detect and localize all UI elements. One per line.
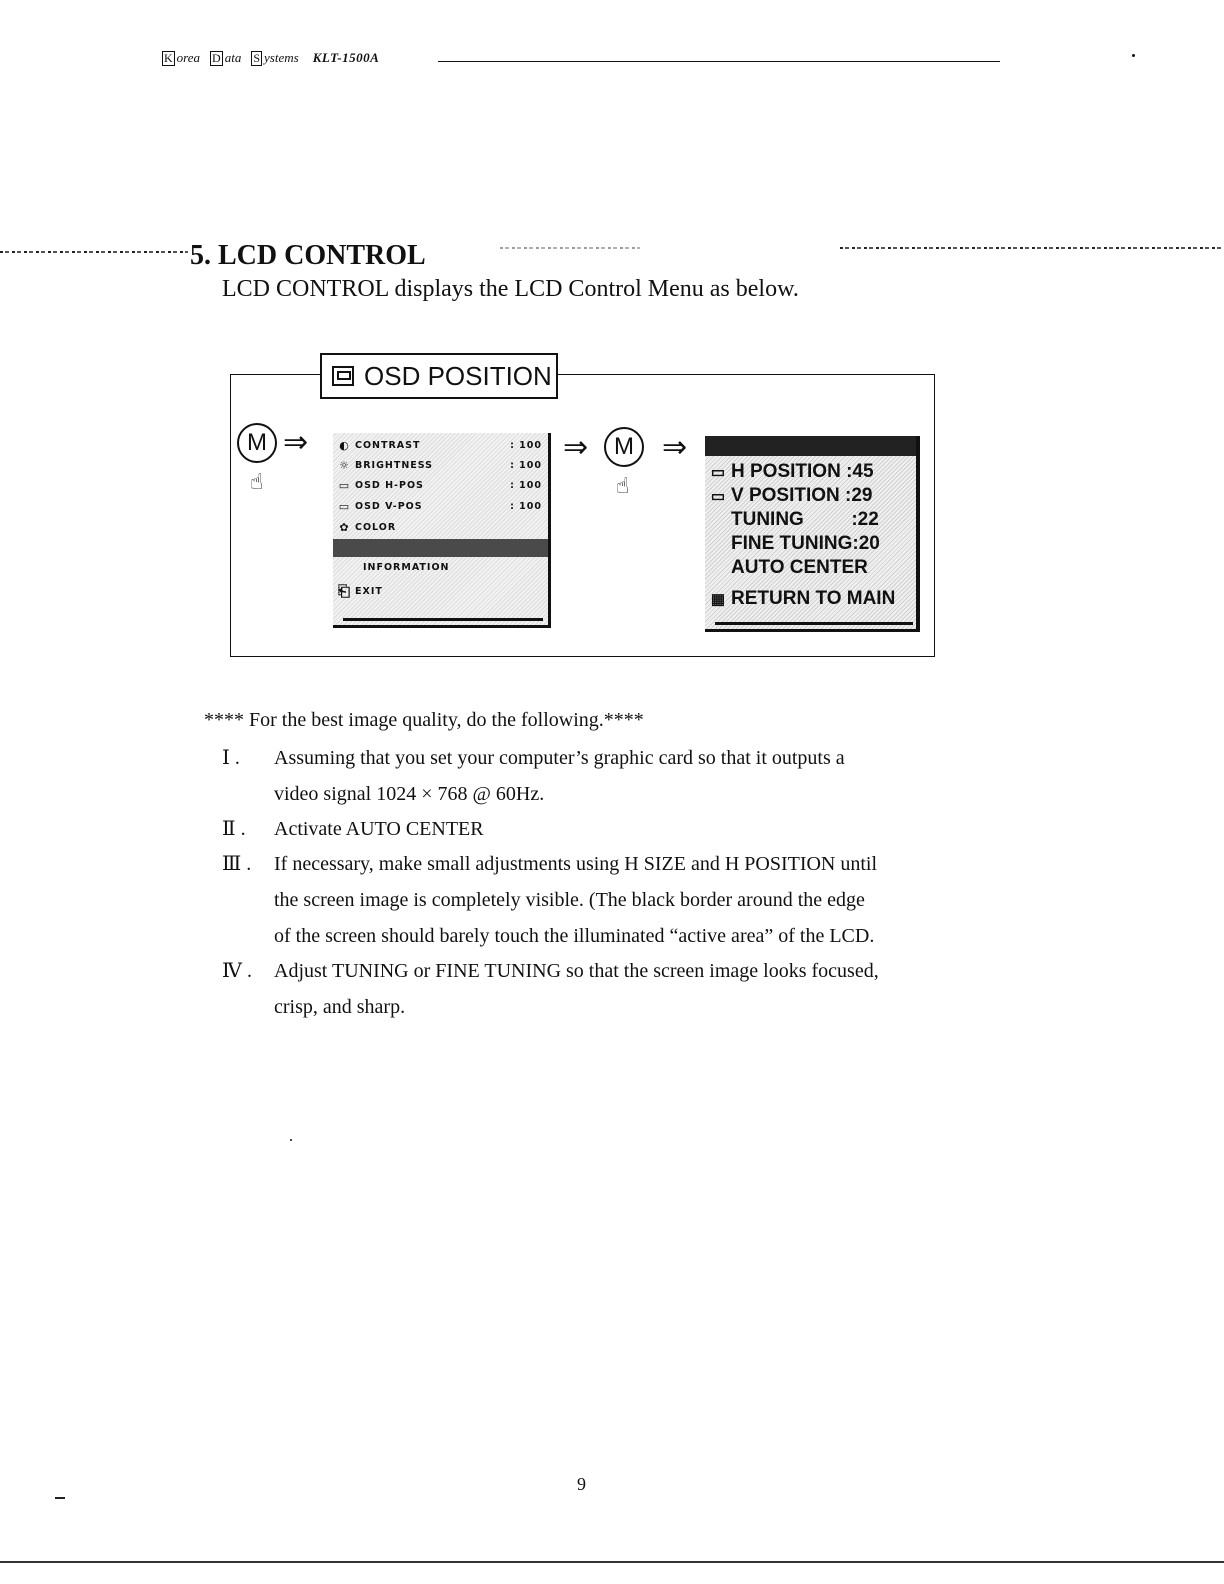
note-number: Ⅰ . xyxy=(222,747,240,769)
lcd-item-label: V POSITION :29 xyxy=(731,485,873,506)
menu-item-label: OSD V-POS xyxy=(355,500,423,512)
arrow-right-icon: ⇒ xyxy=(563,430,589,465)
lcd-item-auto-center xyxy=(705,556,914,580)
header-d-box: D xyxy=(212,50,221,65)
scan-noise-left xyxy=(0,251,188,253)
note-line: video signal 1024 × 768 @ 60Hz. xyxy=(274,783,545,805)
main-menu-bottom-line xyxy=(343,618,543,621)
header-k-box: K xyxy=(164,50,173,65)
arrow-right-icon: ⇒ xyxy=(283,425,309,460)
note-line: the screen image is completely visible. (The black border around the edge xyxy=(274,889,865,911)
lcd-item-label: RETURN TO MAIN xyxy=(731,588,896,609)
header-korea: orea xyxy=(176,50,201,65)
menu-item-label: INFORMATION xyxy=(363,561,450,573)
menu-item-brightness xyxy=(333,457,542,473)
brightness-icon: ☼ xyxy=(339,458,349,472)
exit-door-icon: ⎗ xyxy=(337,582,350,600)
note-line: of the screen should barely touch the illuminated “active area” of the LCD. xyxy=(274,925,875,947)
scan-speck xyxy=(290,1139,292,1141)
lcd-control-menu xyxy=(705,436,920,632)
m-button-icon xyxy=(237,423,277,463)
m-button-label: M xyxy=(614,433,634,460)
footer-rule xyxy=(0,1561,1224,1563)
note-number: Ⅲ . xyxy=(222,853,252,875)
menu-item-value: : 100 xyxy=(510,439,542,451)
menu-item-osd-h-pos xyxy=(333,477,542,493)
lcd-item-label: AUTO CENTER xyxy=(731,557,868,578)
note-line: Assuming that you set your computer’s graphic card so that it outputs a xyxy=(274,747,845,769)
note-line: If necessary, make small adjustments using H SIZE and H POSITION until xyxy=(274,853,878,875)
contrast-icon: ◐ xyxy=(339,438,349,452)
header-systems: ystems xyxy=(264,50,299,65)
arrow-right-icon: ⇒ xyxy=(662,430,688,465)
hand-press-icon: ☝ xyxy=(250,470,264,495)
hand-press-icon: ☝ xyxy=(616,474,630,499)
lcd-item-return-to-main xyxy=(705,587,914,611)
menu-item-osd-v-pos xyxy=(333,498,542,514)
note-number: Ⅳ . xyxy=(222,960,252,982)
menu-item-exit xyxy=(333,583,542,599)
menu-item-label: BRIGHTNESS xyxy=(355,459,434,471)
osd-window-icon xyxy=(332,366,354,386)
menu-item-value: : 100 xyxy=(510,500,542,512)
header-model: KLT-1500A xyxy=(312,50,380,65)
scan-speck xyxy=(1132,54,1135,57)
scan-noise-mid xyxy=(500,247,640,249)
menu-item-label: CONTRAST xyxy=(355,439,421,451)
section-intro: LCD CONTROL displays the LCD Control Menu as below. xyxy=(222,276,799,302)
lcd-item-h-position xyxy=(705,460,914,484)
menu-item-contrast xyxy=(333,437,542,453)
header-rule xyxy=(438,61,1000,62)
scan-noise-right xyxy=(840,247,1224,249)
note-item-3 xyxy=(222,846,1022,954)
note-item-2 xyxy=(222,811,1022,847)
note-line: Activate AUTO CENTER xyxy=(274,818,484,840)
note-item-1 xyxy=(222,740,1022,812)
scan-speck xyxy=(55,1497,65,1499)
note-line: Adjust TUNING or FINE TUNING so that the screen image looks focused, xyxy=(274,960,879,982)
menu-item-information xyxy=(333,559,542,575)
menu-item-label: EXIT xyxy=(355,585,383,597)
notes-heading: **** For the best image quality, do the following.**** xyxy=(204,709,644,731)
lcd-item-v-position xyxy=(705,484,914,508)
osd-v-pos-icon: ▭ xyxy=(338,499,350,513)
lcd-item-label: TUNING :22 xyxy=(731,509,879,530)
return-icon: ▦ xyxy=(710,591,726,608)
menu-item-label: COLOR xyxy=(355,521,397,533)
main-menu-highlight xyxy=(333,539,548,557)
osd-h-pos-icon: ▭ xyxy=(338,478,350,492)
lcd-item-fine-tuning xyxy=(705,532,914,556)
lcd-item-label: FINE TUNING:20 xyxy=(731,533,880,554)
m-button-label: M xyxy=(247,429,267,456)
h-position-icon: ▭ xyxy=(710,464,726,481)
header-s-box: S xyxy=(253,50,261,65)
color-icon: ✿ xyxy=(339,520,349,534)
lcd-item-label: H POSITION :45 xyxy=(731,461,874,482)
osd-title-label: OSD POSITION xyxy=(364,360,552,391)
menu-item-value: : 100 xyxy=(510,479,542,491)
page-number: 9 xyxy=(577,1474,586,1494)
lcd-item-tuning xyxy=(705,508,914,532)
v-position-icon: ▭ xyxy=(710,488,726,505)
m-button-icon xyxy=(604,427,644,467)
note-number: Ⅱ . xyxy=(222,818,246,840)
osd-position-title xyxy=(320,353,558,399)
menu-item-value: : 100 xyxy=(510,459,542,471)
running-header xyxy=(162,50,379,66)
main-osd-menu xyxy=(333,433,551,628)
menu-item-label: OSD H-POS xyxy=(355,479,424,491)
lcd-menu-highlight xyxy=(705,436,916,456)
section-title: 5. LCD CONTROL xyxy=(190,240,426,271)
lcd-menu-bottom-line xyxy=(715,622,913,625)
menu-item-color xyxy=(333,519,542,535)
note-line: crisp, and sharp. xyxy=(274,996,406,1018)
note-item-4 xyxy=(222,953,1022,1025)
header-data: ata xyxy=(224,50,242,65)
